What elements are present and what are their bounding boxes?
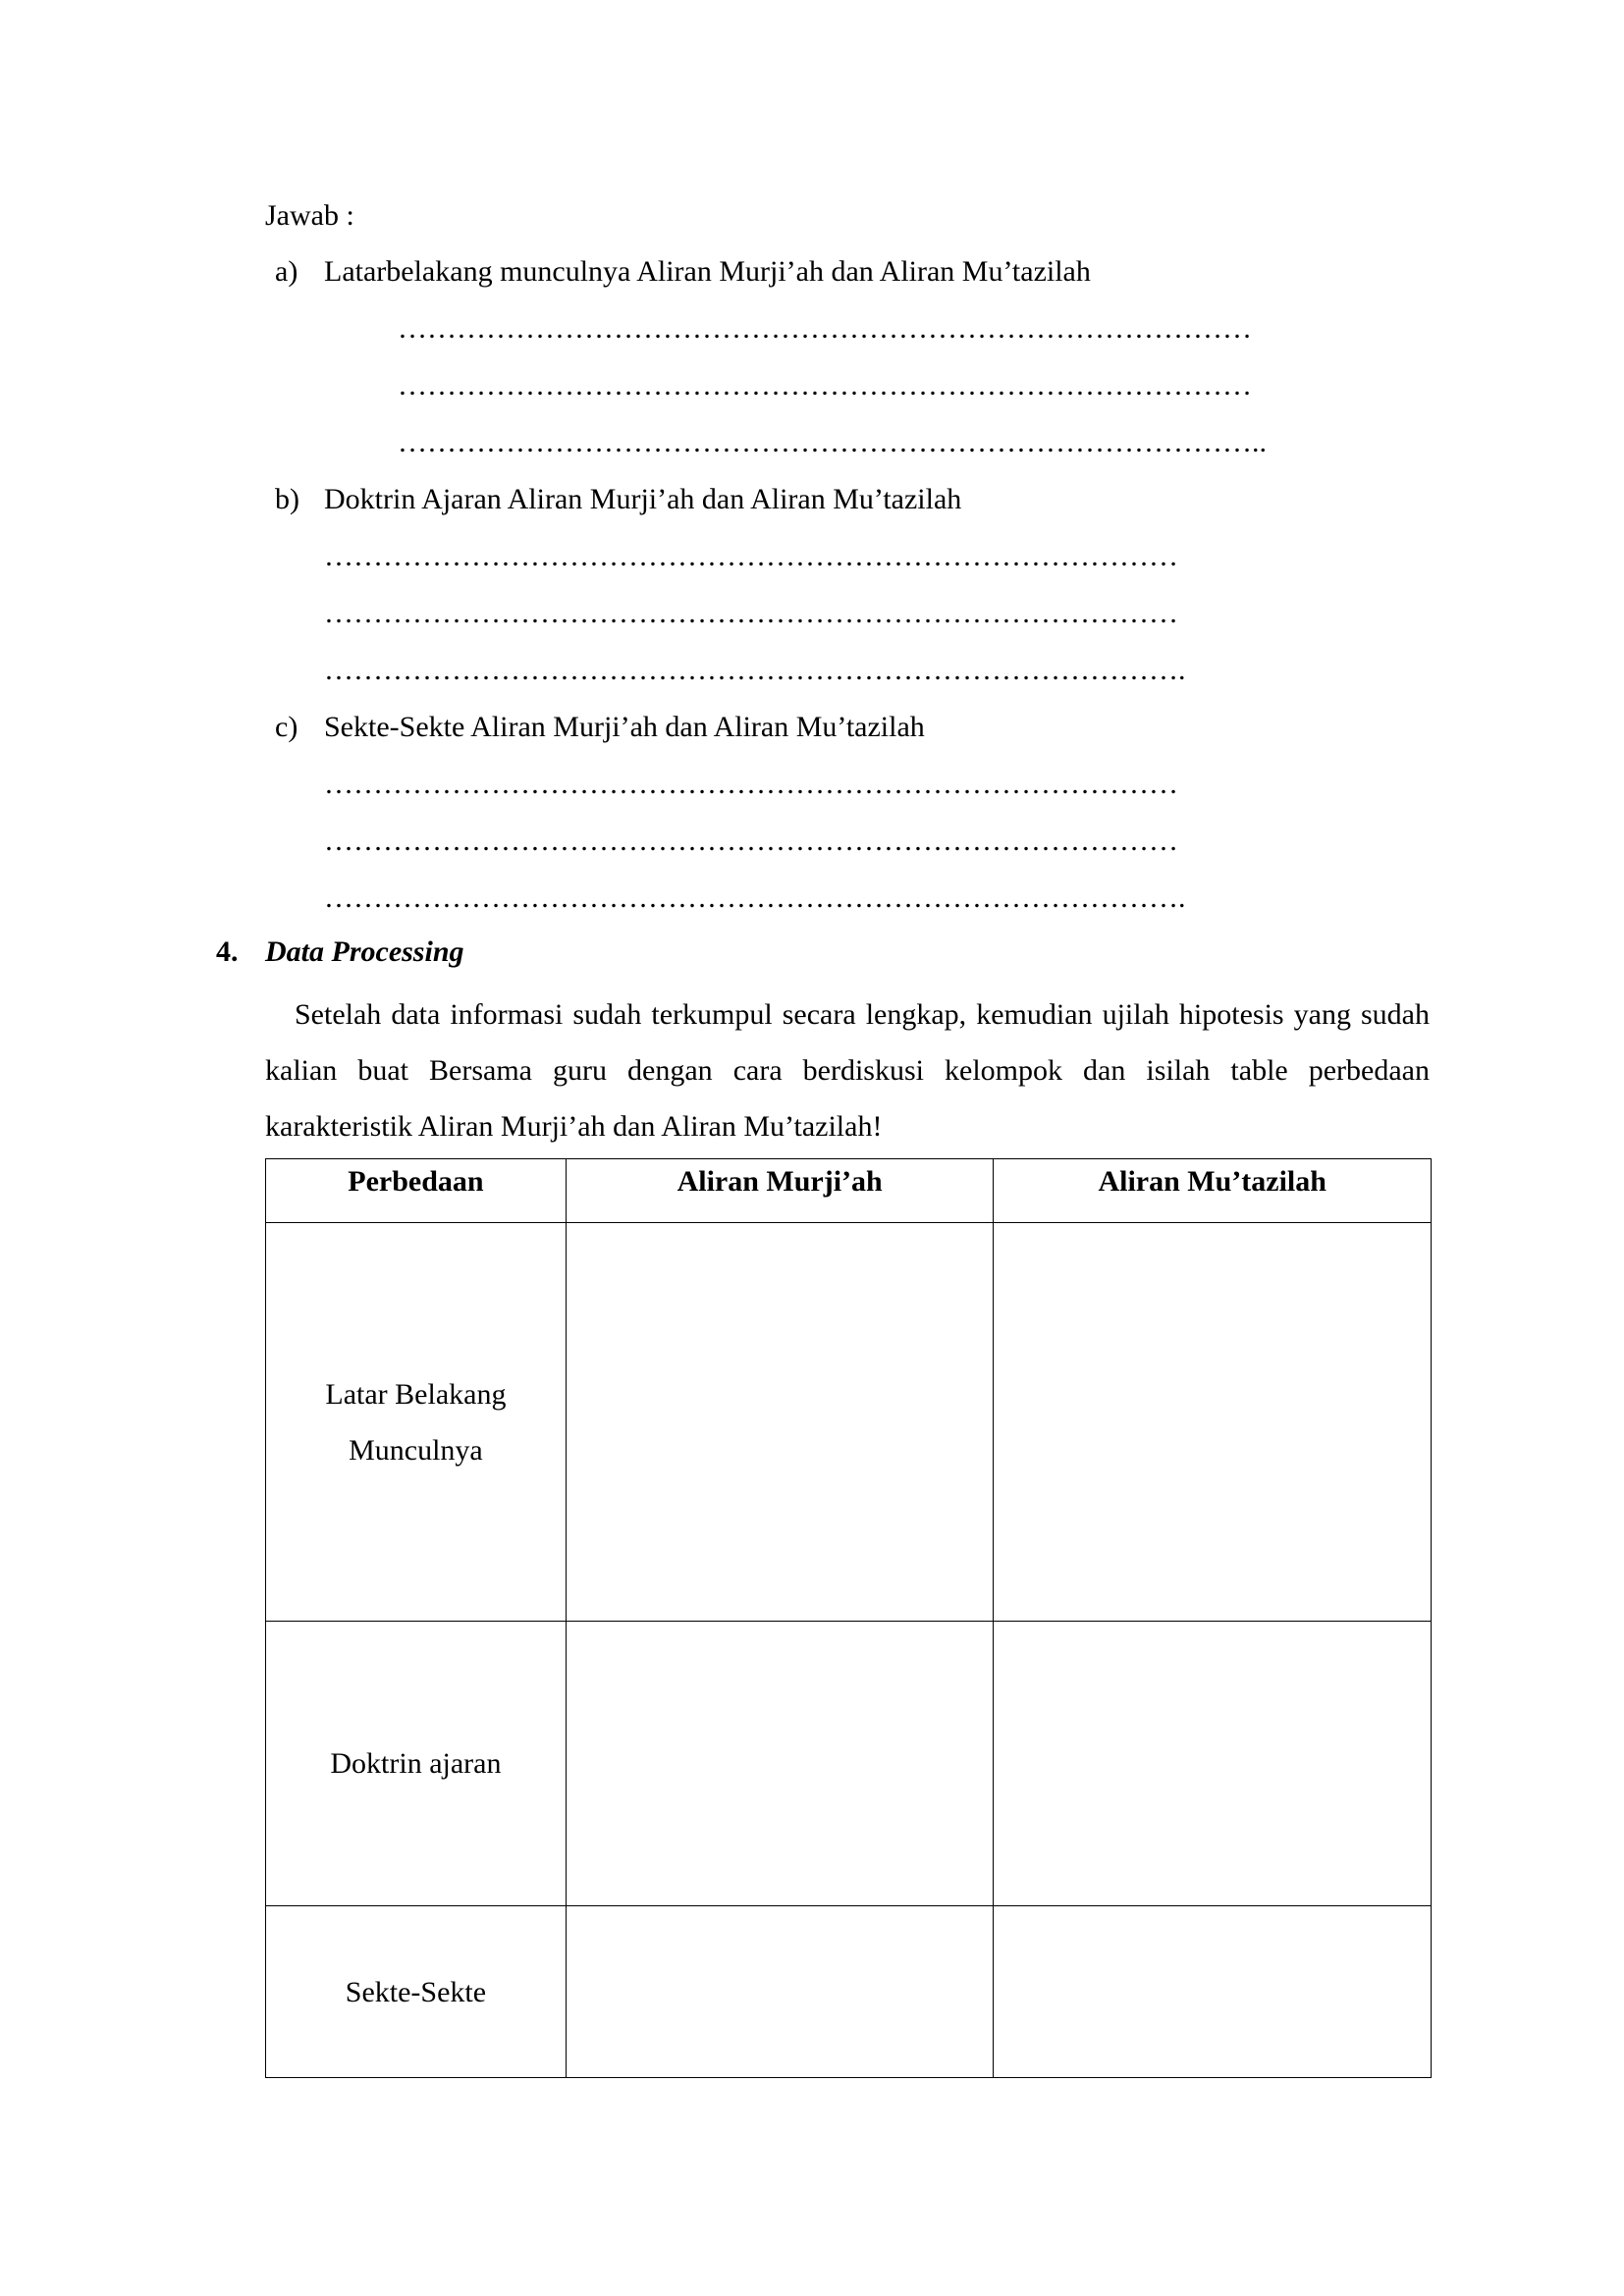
question-b-letter: b) bbox=[275, 483, 299, 515]
section-paragraph: Setelah data informasi sudah terkumpul secara lengkap, kemudian ujilah hipotesis yang sudah kalian buat Bersama guru dengan cara berdiskusi kelompok dan isilah table perbedaan karakteristik Aliran Murji’ah dan Aliran Mu’tazilah! bbox=[265, 998, 1430, 1143]
question-b-text: Doktrin Ajaran Aliran Murji’ah dan Aliran Mu’tazilah bbox=[324, 483, 962, 515]
row-label-text: Latar Belakang Munculnya bbox=[325, 1377, 507, 1467]
answer-line[interactable]: …………………………………………………………………………… bbox=[324, 597, 1178, 629]
header-mutazilah: Aliran Mu’tazilah bbox=[994, 1159, 1432, 1223]
table-row bbox=[266, 1223, 1432, 1622]
comparison-table bbox=[265, 1158, 1432, 2078]
header-perbedaan: Perbedaan bbox=[266, 1159, 567, 1223]
question-c-text: Sekte-Sekte Aliran Murji’ah dan Aliran Mu’tazilah bbox=[324, 711, 925, 743]
table-row bbox=[266, 1906, 1432, 2078]
row-label-text: Doktrin ajaran bbox=[330, 1747, 502, 1780]
answer-label: Jawab : bbox=[265, 199, 354, 232]
row-label bbox=[266, 1223, 567, 1622]
answer-line[interactable]: ……………………………………………………………………………. bbox=[324, 881, 1186, 914]
table-row bbox=[266, 1622, 1432, 1906]
question-a-text: Latarbelakang munculnya Aliran Murji’ah dan Aliran Mu’tazilah bbox=[324, 255, 1091, 288]
table-header-row bbox=[266, 1159, 1432, 1223]
row-label bbox=[266, 1622, 567, 1906]
cell-murjiah[interactable] bbox=[566, 1622, 994, 1906]
cell-mutazilah[interactable] bbox=[994, 1622, 1432, 1906]
answer-line[interactable]: ……………………………………………………………………………. bbox=[324, 654, 1186, 686]
question-a-letter: a) bbox=[275, 255, 298, 288]
section-number: 4. bbox=[216, 935, 239, 968]
row-label bbox=[266, 1906, 567, 2078]
question-c-letter: c) bbox=[275, 711, 298, 743]
answer-line[interactable]: …………………………………………………………………………….. bbox=[398, 426, 1267, 458]
answer-line[interactable]: …………………………………………………………………………… bbox=[324, 540, 1178, 572]
section-title: Data Processing bbox=[265, 935, 464, 968]
header-murjiah: Aliran Murji’ah bbox=[566, 1159, 994, 1223]
cell-mutazilah[interactable] bbox=[994, 1906, 1432, 2078]
answer-line[interactable]: …………………………………………………………………………… bbox=[398, 369, 1252, 401]
answer-line[interactable]: …………………………………………………………………………… bbox=[324, 768, 1178, 800]
answer-line[interactable]: …………………………………………………………………………… bbox=[398, 312, 1252, 345]
answer-line[interactable]: …………………………………………………………………………… bbox=[324, 825, 1178, 857]
row-label-text: Sekte-Sekte bbox=[345, 1975, 487, 2008]
cell-mutazilah[interactable] bbox=[994, 1223, 1432, 1622]
cell-murjiah[interactable] bbox=[566, 1223, 994, 1622]
cell-murjiah[interactable] bbox=[566, 1906, 994, 2078]
